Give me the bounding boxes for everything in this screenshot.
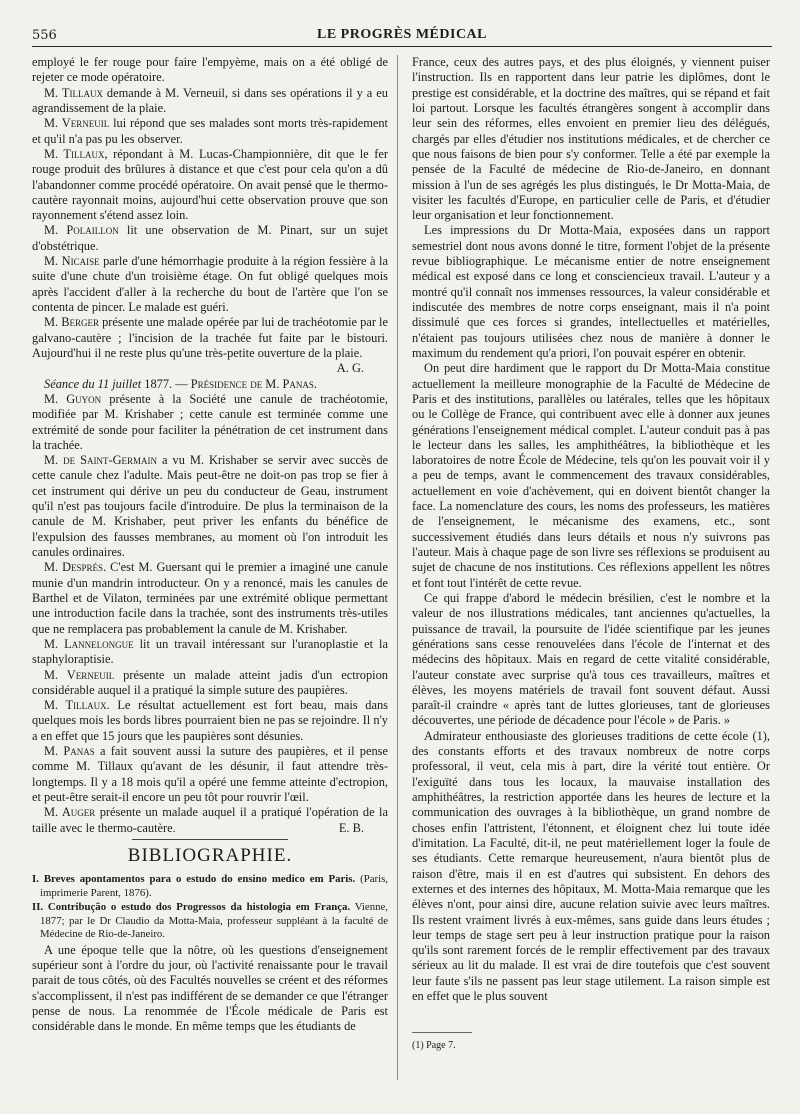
- paragraph: A une époque telle que la nôtre, où les questions d'enseignement supérieur sont à l'ordre du jour, où l'activité renaissante pour le travail parait de tous côtés, où des Facultés nouvelles se créent et des réformes s'accomplissent, il n'est pas indifférent de se demander ce que l'étranger pense de nous. La renommée de l'École médicale de Paris est considérable dans le monde. En même temps que les étudiants de: [32, 942, 388, 1034]
- paragraph: [32, 560, 388, 637]
- paragraph-text: présente une malade opérée par lui de trachéotomie par le galvano-cautère ; l'incision de la trachée fut faite par le bistouri. Aujourd'hui il ne reste plus qu'une très-petite ouverture de la plaie.: [32, 315, 388, 360]
- paragraph-text: présente à la Société une canule de trachéotomie, modifiée par M. Krishaber ; cette canule est terminée comme une extrémité de sonde pour faciliter la pénétration de cet instrument dans la trachée.: [32, 391, 388, 452]
- speaker-name: M. Panas: [44, 744, 95, 759]
- journal-title: LE PROGRÈS MÉDICAL: [316, 27, 488, 42]
- footnote-divider: [412, 1032, 472, 1033]
- speaker-name: M. Després: [44, 560, 104, 575]
- bibliography-entry: [32, 901, 388, 941]
- paragraph: [32, 453, 388, 560]
- page-header: [32, 22, 772, 47]
- paragraph: [32, 254, 388, 315]
- entry-details: Vienne, 1877; par le Dr Claudio da Motta-Maia, professeur suppléant à la faculté de Médecine de Rio-de-Janeiro.: [40, 901, 388, 941]
- paragraph: [32, 392, 388, 453]
- speaker-name: M. Tillaux: [44, 698, 107, 713]
- paragraph-text: a vu M. Krishaber se servir avec succès de cette canule chez l'adulte. Mais peut-être ne doit-on pas trop se fier à cet instrument qui dérive un peu du conducteur de Geau, instrument qu'il n'est pas toujours facile d'introduire. De plus la terminaison de la canule de M. Krishaber, peut priver les enfants du bénéfice de l'expulsion des fausses membranes, au moment où l'on introduit les canules ordinaires.: [32, 453, 389, 559]
- session-heading: [32, 377, 388, 392]
- author-signature: A. G.: [336, 361, 364, 376]
- speaker-name: M. Auger: [44, 805, 96, 820]
- speaker-name: M. de Saint-Germain: [44, 453, 158, 468]
- paragraph-text: a fait souvent aussi la suture des paupières, et il pense comme M. Tillaux qu'avant de les désunir, il faut attendre très-longtemps. Il y a 18 mois qu'il a opéré une femme atteinte d'ectropion, et peut-être serait-il encore un peu tôt pour rouvrir l'œil.: [32, 744, 389, 804]
- paragraph-text: présente un malade atteint jadis d'un ectropion considérable auquel il a pratiqué la simple suture des paupières.: [32, 667, 389, 697]
- session-year: 1877. —: [141, 376, 191, 391]
- paragraph-text: demande à M. Verneuil, si dans ses opérations il y a eu agrandissement de la plaie.: [32, 85, 388, 115]
- left-column: [32, 55, 388, 1035]
- paragraph-text: . Le résultat actuellement est fort beau, mais dans quelques mois les bords libres pourraient bien ne pas se rejoindre. Il n'y a en effet que 15 jours que les paupières sont désunies.: [32, 698, 388, 743]
- speaker-name: M. Verneuil: [44, 116, 110, 131]
- paragraph-text: , répondant à M. Lucas-Championnière, dit que le fer rouge produit des brûlures à distance et que c'est pour cela qu'on a dû l'abandonner comme procédé opératoire. On avait pensé que le thermo-cautère rayonnait moins, aujourd'hui cette observation prouve que son rayonnement s'étend assez loin.: [32, 146, 388, 223]
- paragraph: Les impressions du Dr Motta-Maia, exposées dans un rapport semestriel dont nous avons donné le titre, forment l'objet de la présente revue bibliographique. Le mécanisme entier de notre enseignement médical est exposé dans ce long et consciencieux travail. L'auteur y a montré qu'il connaît nos immenses ressources, la valeur considérable et indiscutée des membres de notre corps enseignant, mais il n'a point dissimulé que ces forces si grandes, intellectuelles et matérielles, n'étaient pas toujours utilisées chez nous de manière à donner le maximum du rendement qu'a priori, l'on pouvait espérer en obtenir.: [412, 223, 770, 360]
- session-president: Présidence de M. Panas.: [190, 376, 318, 391]
- column-divider: [397, 55, 398, 1080]
- paragraph: [32, 315, 388, 376]
- paragraph-text: lui répond que ses malades sont morts très-rapidement et qu'il n'a pas pu les observer.: [32, 116, 388, 146]
- entry-title: Breves apontamentos para o estudo do ensino medico em Paris.: [43, 873, 356, 886]
- paragraph-text: . C'est M. Guersant qui le premier a imaginé une canule munie d'un mandrin introducteur. On y a renoncé, mais les canules de Barthel et de Vilaton, terminées par une extrémité oblique permettant une introduction facile dans la trachée, sont des instruments très-utiles que ne remplacera pas probablement la canule de M. Krishaber.: [32, 560, 388, 636]
- entry-number: II.: [32, 901, 48, 914]
- entry-details: (Paris, imprimerie Parent, 1876).: [40, 873, 388, 899]
- paragraph: [32, 223, 388, 254]
- paragraph: Ce qui frappe d'abord le médecin brésilien, c'est le nombre et la valeur de nos illustrations médicales, tant anciennes qu'actuelles, la puissance de travail, la poursuite de l'idée scientifique par les jeunes générations sans cesse renouvelées dans l'école de l'internat et des médecins des hôpitaux. Mais en regard de cette vitalité considérable, l'auteur constate avec surprise qu'à tous ces travailleurs, maîtres et élèves, les moyens matériels de travail font souvent défaut. Aussi paraît-il craindre « après tant de luttes glorieuses, tant de glorieuses découvertes, une période de décadence pour l'école » de Paris. »: [412, 590, 770, 728]
- speaker-name: M. Nicaise: [44, 254, 100, 269]
- paragraph: [32, 147, 388, 224]
- paragraph: [32, 637, 388, 668]
- bibliography-entry: [32, 873, 388, 900]
- right-column: [412, 55, 770, 1004]
- session-date: Séance du 11 juillet: [44, 376, 142, 391]
- paragraph-text: parle d'une hémorrhagie produite à la région fessière à la suite d'une chute d'un troisième étage. On fut obligé quelques mois après l'accident d'aller à la recherche du bout de l'artère que l'on se contenta de pincer. Le malade est guéri.: [32, 254, 388, 314]
- speaker-name: M. Lannelongue: [44, 636, 134, 651]
- speaker-name: M. Verneuil: [44, 667, 115, 682]
- speaker-name: M. Berger: [44, 315, 99, 330]
- paragraph-text: lit un travail intéressant sur l'uranoplastie et la staphyloraptisie.: [32, 636, 388, 667]
- paragraph: France, ceux des autres pays, et des plus éloignés, y viennent puiser l'instruction. Ils en rapportent dans leur patrie les diplômes, dont le prestige est considérable, et la doctrine des maîtres, qui se répand et fait loi partout. Lorsque les facultés étrangères songent à accomplir dans leur sein des réformes, elles envoient en premier lieu des délégués, chargés par elles d'étudier nos institutions médicales, et de chercher ce que nous faisons de bien pour s'y conformer. Telle a été par exemple la pensée de la Faculté de médecine de Rio-de-Janeiro, en donnant mission à l'un de ses agrégés les plus distingués, le Dr Motta-Maia, de visiter les facultés d'Europe, en particulier celle de Paris, et d'étudier leur organisation et leur fonctionnement.: [412, 55, 770, 223]
- paragraph: [32, 668, 388, 699]
- page-number: 556: [32, 28, 57, 43]
- section-title: BIBLIOGRAPHIE.: [32, 844, 388, 867]
- speaker-name: M. Guyon: [44, 391, 102, 406]
- paragraph: [32, 116, 388, 147]
- paragraph: Admirateur enthousiaste des glorieuses traditions de cette école (1), des constants efforts et des travaux nombreux de notre corps professoral, il veut, cela mis à part, dire la vérité tout entière. Or l'exiguïté dans tous les locaux, la mauvaise installation des amphithéâtres, la restriction apportée dans les heures de lecture et la communication des ouvrages à la bibliothèque, un grand nombre de choses enfin l'attristent, l'étonnent, et éloignent chez lui toute idée d'imitation. La Faculté, dit-il, ne peut matériellement loger la foule de ses étudiants. Cette remarque heureusement, n'aura bientôt plus de raison d'être, mais il en est d'autres qui subsistent. En dehors des externes et des internes des hôpitaux, M. Motta-Maia remarque que les élèves n'ont, pour ainsi dire, aucune relation suivie avec leurs maîtres. Ils restent vraiment livrés à eux-mêmes, sans guide dans leurs études ; leur temps de stage sert peu à leur instruction pratique pour la raison qu'ils sont rarement forcés de le remplir effectivement par des travaux sérieux au lit du malade. Il est vrai de dire toutefois que c'est souvent leur faute s'ils ne passent pas leur stage utilement. La raison simple est en effet que le plus souvent: [412, 728, 770, 1004]
- paragraph: [32, 698, 388, 744]
- paragraph: On peut dire hardiment que le rapport du Dr Motta-Maia constitue actuellement la meilleure monographie de la Faculté de Médecine de Paris et des institutions, parallèles ou latérales, telles que les hôpitaux ou le Collège de France, qui contribuent avec elle à donner aux jeunes générations l'enseignement médical complet. L'auteur conduit pas à pas le lecteur dans les salles, les amphithéâtres, la bibliothèque et les laboratoires de notre École de Médecine, tels qu'on les pouvait voir il y a peu de temps, avant le commencement des travaux considérables, actuellement en voie d'achèvement, qui en doivent bientôt changer la face. La nomenclature des cours, les noms des professeurs, les matières de l'enseignement, le mécanisme des examens, etc., sont successivement étudiés dans leurs détails et nous n'y suivrons pas l'auteur. Mais à chaque page de son livre ses réflexions se produisent au sujet de chacune de nos institutions. Ces réflexions appellent les nôtres et font tout l'intérêt de cette revue.: [412, 361, 770, 590]
- paragraph: [32, 805, 388, 836]
- paragraph: [32, 86, 388, 117]
- paragraph: [32, 744, 388, 805]
- speaker-name: M. Tillaux: [44, 85, 103, 100]
- footnote: (1) Page 7.: [412, 1040, 456, 1051]
- speaker-name: M. Tillaux: [44, 146, 105, 161]
- paragraph-text: lit une observation de M. Pinart, sur un sujet d'obstétrique.: [32, 223, 388, 253]
- paragraph-text: présente un malade auquel il a pratiqué l'opération de la taille avec le thermo-cautère.: [32, 805, 388, 835]
- entry-number: I.: [32, 873, 44, 886]
- entry-title: Contribução o estudo dos Progressos da histologia em França.: [47, 901, 351, 914]
- author-signature: E. B.: [338, 820, 364, 835]
- speaker-name: M. Polaillon: [44, 223, 119, 238]
- paragraph: employé le fer rouge pour faire l'empyème, mais on a été obligé de rejeter ce mode opératoire.: [32, 55, 388, 85]
